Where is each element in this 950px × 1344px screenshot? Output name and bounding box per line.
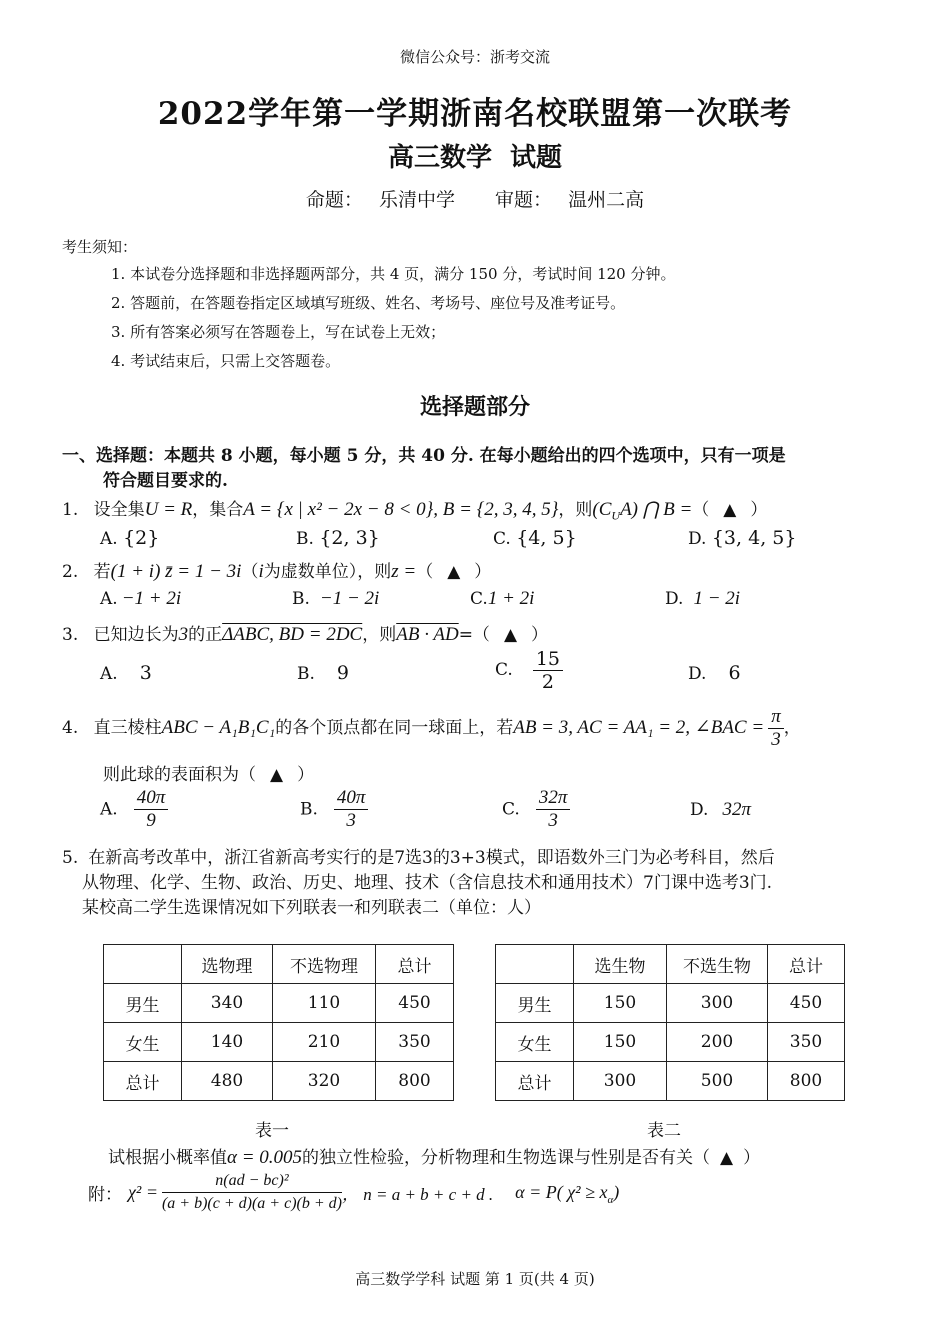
q-text: （ xyxy=(241,562,259,582)
review-label: 审题： xyxy=(495,189,553,211)
table-1-caption: 表一 xyxy=(255,1121,289,1141)
table-cell: 选物理 xyxy=(182,945,273,984)
option-label: C. xyxy=(495,660,513,680)
table-header-row xyxy=(496,945,845,984)
table-cell: 200 xyxy=(667,1023,768,1062)
q-text: =（ xyxy=(458,625,490,645)
fraction-numerator: n(ad − bc)² xyxy=(162,1170,342,1193)
fraction-numerator: π xyxy=(768,706,784,729)
top-note: 微信公众号：浙考交流 xyxy=(399,48,550,66)
table-cell: 450 xyxy=(768,984,845,1023)
q3-option-d[interactable] xyxy=(688,662,741,684)
option-fraction xyxy=(536,787,571,832)
set-label: 命题： xyxy=(305,189,363,211)
table-cell: 总计 xyxy=(376,945,454,984)
fraction-denominator: 9 xyxy=(146,810,156,831)
q-text: 已知边长为 xyxy=(93,625,179,645)
q2-option-b[interactable] xyxy=(292,588,379,610)
fraction-denominator: 3 xyxy=(771,729,781,750)
table-row xyxy=(104,1062,454,1101)
option-value: {3, 4, 5} xyxy=(711,527,797,549)
question-5-test-line xyxy=(108,1143,760,1169)
option-label: A. xyxy=(100,589,118,609)
option-label: C. xyxy=(470,589,488,609)
table-cell: 800 xyxy=(376,1062,454,1101)
q4-option-c[interactable] xyxy=(502,787,570,832)
fraction-numerator: 40π xyxy=(334,787,369,810)
table-cell: 总计 xyxy=(104,1062,182,1101)
q-paren: ） xyxy=(297,765,315,785)
table-cell: 女生 xyxy=(104,1023,182,1062)
table-cell: 男生 xyxy=(104,984,182,1023)
authors-line xyxy=(0,185,950,212)
question-5-line2: 从物理、化学、生物、政治、历史、地理、技术（含信息技术和通用技术）7门课中选考3门. xyxy=(82,873,773,893)
alpha-formula: α = P( χ² ≥ x xyxy=(515,1182,608,1202)
q-math: (1 + i) z̄ = 1 − 3i xyxy=(110,561,242,582)
q-text: 的各个顶点都在同一球面上，若 xyxy=(275,718,514,738)
option-label: A. xyxy=(100,664,118,684)
table-cell: 800 xyxy=(768,1062,845,1101)
q1-option-d[interactable] xyxy=(688,527,796,549)
q-text: 若 xyxy=(93,562,111,582)
set-value: 乐清中学 xyxy=(378,189,455,211)
appendix-formula xyxy=(88,1170,619,1215)
q-number: 3. xyxy=(62,625,79,645)
option-value: 6 xyxy=(728,662,741,684)
review-value: 温州二高 xyxy=(568,189,645,211)
notice-heading: 考生须知： xyxy=(62,238,138,256)
q-math: U = R xyxy=(144,499,193,520)
q-math: A) ⋂ B = xyxy=(620,499,693,520)
q-math: (C xyxy=(592,499,612,520)
option-label: A. xyxy=(100,799,118,820)
contingency-table-1 xyxy=(103,944,454,1101)
q-paren: （ xyxy=(692,500,710,520)
table-cell xyxy=(496,945,574,984)
q3-option-a[interactable] xyxy=(100,662,152,684)
table-cell xyxy=(104,945,182,984)
q-text: ，则 xyxy=(362,625,397,645)
notice-item: 3. 所有答案必须写在答题卷上，写在试卷上无效； xyxy=(111,323,446,341)
pi-over-3 xyxy=(768,706,784,751)
option-label: D. xyxy=(688,664,707,684)
q-text: ， xyxy=(783,718,801,738)
table-row xyxy=(496,1062,845,1101)
contingency-table-2 xyxy=(495,944,845,1101)
q-paren: ） xyxy=(531,625,549,645)
table-cell: 140 xyxy=(182,1023,273,1062)
q-text: ，则 xyxy=(558,500,593,520)
option-label: D. xyxy=(690,800,709,820)
question-3 xyxy=(62,620,548,646)
option-value: 9 xyxy=(336,662,349,684)
option-fraction xyxy=(533,648,563,693)
q1-option-a[interactable] xyxy=(100,527,159,549)
q-number: 1. xyxy=(62,500,79,520)
exam-subtitle: 高三数学 试题 xyxy=(387,143,563,173)
q-text: 设全集 xyxy=(93,500,145,520)
alpha-sub: α xyxy=(607,1194,614,1206)
q4-option-a[interactable] xyxy=(100,787,168,832)
q-math: z = xyxy=(391,561,417,582)
fraction-denominator: (a + b)(c + d)(a + c)(b + d) xyxy=(161,1195,342,1212)
option-value: {2} xyxy=(123,527,160,549)
q-math: AB = 3, AC = AA₁ = 2, ∠BAC = xyxy=(513,717,765,738)
q1-option-c[interactable] xyxy=(493,527,577,549)
option-value: {2, 3} xyxy=(319,527,380,549)
option-label: B. xyxy=(300,799,318,820)
fraction-numerator: 15 xyxy=(533,648,563,671)
table-row xyxy=(104,984,454,1023)
table-cell: 300 xyxy=(574,1062,667,1101)
q-paren: （ xyxy=(416,562,434,582)
q4-option-b[interactable] xyxy=(300,787,368,832)
option-label: B. xyxy=(297,664,315,684)
table-cell: 320 xyxy=(273,1062,376,1101)
option-label: C. xyxy=(502,799,520,820)
q2-option-d[interactable] xyxy=(665,588,740,610)
table-cell: 350 xyxy=(376,1023,454,1062)
question-2 xyxy=(62,557,491,583)
question-4-line2 xyxy=(103,760,314,785)
q-math-sub: U xyxy=(611,508,621,523)
table-cell: 总计 xyxy=(496,1062,574,1101)
q-text: ，集合 xyxy=(192,500,244,520)
option-value: −1 + 2i xyxy=(121,588,182,609)
fraction-denominator: 3 xyxy=(346,810,356,831)
table-cell: 150 xyxy=(574,1023,667,1062)
chi-square-fraction xyxy=(162,1170,342,1215)
answer-marker: ▲ xyxy=(503,625,518,645)
q2-option-c[interactable] xyxy=(470,588,534,610)
q-text: 试根据小概率值 xyxy=(108,1148,227,1168)
table-cell: 300 xyxy=(667,984,768,1023)
q-math: 3 xyxy=(178,624,189,645)
q1-option-b[interactable] xyxy=(296,527,380,549)
question-5-line3: 某校高二学生选课情况如下列联表一和列联表二（单位：人） xyxy=(82,898,541,918)
table-cell: 女生 xyxy=(496,1023,574,1062)
option-label: D. xyxy=(665,589,684,609)
option-value: 3 xyxy=(139,662,152,684)
table-cell: 150 xyxy=(574,984,667,1023)
fraction-numerator: 32π xyxy=(536,787,571,810)
q3-option-b[interactable] xyxy=(297,662,349,684)
q3-option-c[interactable] xyxy=(495,648,563,693)
q-text: 在新高考改革中，浙江省新高考实行的是7选3的3+3模式，即语数外三门为必考科目，然后 xyxy=(88,848,775,868)
table-cell: 男生 xyxy=(496,984,574,1023)
option-label: C. xyxy=(493,529,511,549)
fraction-denominator: 3 xyxy=(548,810,558,831)
q2-option-a[interactable] xyxy=(100,588,181,610)
q-text: 直三棱柱 xyxy=(93,718,162,738)
n-formula: ， n = a + b + c + d . xyxy=(341,1185,494,1204)
table-cell: 210 xyxy=(273,1023,376,1062)
answer-marker: ▲ xyxy=(720,1148,734,1168)
part1-heading: 一、选择题：本题共 8 小题，每小题 5 分，共 40 分. 在每小题给出的四个选项中，只有一项是 xyxy=(62,446,786,466)
q-text: 的正 xyxy=(188,625,223,645)
part1-heading-cont: 符合题目要求的. xyxy=(103,471,228,491)
option-label: A. xyxy=(100,529,118,549)
q-math: ΔABC, BD = 2DC xyxy=(222,624,363,645)
notice-item: 2. 答题前，在答题卷指定区域填写班级、姓名、考场号、座位号及准考证号。 xyxy=(111,294,626,312)
table-cell: 340 xyxy=(182,984,273,1023)
answer-marker: ▲ xyxy=(447,562,461,582)
q-number: 2. xyxy=(62,562,79,582)
fraction-numerator: 40π xyxy=(134,787,169,810)
option-value: {4, 5} xyxy=(516,527,577,549)
table-cell: 480 xyxy=(182,1062,273,1101)
table-header-row xyxy=(104,945,454,984)
table-cell: 总计 xyxy=(768,945,845,984)
q-math: A = {x | x² − 2x − 8 < 0} xyxy=(243,499,434,520)
option-fraction xyxy=(134,787,169,832)
table-row xyxy=(496,984,845,1023)
q-text: 为虚数单位），则 xyxy=(263,562,392,582)
table-cell: 不选物理 xyxy=(273,945,376,984)
q4-option-d[interactable] xyxy=(690,799,751,821)
notice-item: 4. 考试结束后，只需上交答题卷。 xyxy=(111,352,341,370)
option-fraction xyxy=(334,787,369,832)
option-label: D. xyxy=(688,529,707,549)
option-value: −1 − 2i xyxy=(319,588,380,609)
table-cell: 110 xyxy=(273,984,376,1023)
q-text: 则此球的表面积为（ xyxy=(103,765,256,785)
q-math: i xyxy=(258,561,264,582)
q-math: α = 0.005 xyxy=(227,1147,303,1168)
q-math: , B = {2, 3, 4, 5} xyxy=(433,499,559,520)
table-cell: 350 xyxy=(768,1023,845,1062)
question-1 xyxy=(62,495,767,523)
answer-marker: ▲ xyxy=(723,500,737,520)
chi-square-lhs: χ² = xyxy=(128,1182,158,1202)
alpha-close: ) xyxy=(613,1182,620,1202)
table-cell: 选生物 xyxy=(574,945,667,984)
q-paren: ） xyxy=(474,562,492,582)
q-number: 5. xyxy=(62,848,79,868)
option-value: 1 − 2i xyxy=(693,588,741,609)
option-label: B. xyxy=(296,529,314,549)
notice-item: 1. 本试卷分选择题和非选择题两部分，共 4 页，满分 150 分，考试时间 120 分钟。 xyxy=(111,265,676,283)
table-2-caption: 表二 xyxy=(647,1121,681,1141)
option-value: 1 + 2i xyxy=(487,588,535,609)
q-text: 的独立性检验，分析物理和生物选课与性别是否有关（ xyxy=(302,1148,711,1168)
option-label: B. xyxy=(292,589,310,609)
exam-title: 2022学年第一学期浙南名校联盟第一次联考 xyxy=(157,96,793,132)
fraction-denominator: 2 xyxy=(541,671,554,693)
page-footer: 高三数学学科 试题 第 1 页(共 4 页) xyxy=(355,1270,595,1288)
q-math: ABC − A₁B₁C₁ xyxy=(161,717,276,738)
table-cell: 500 xyxy=(667,1062,768,1101)
question-4 xyxy=(62,706,801,751)
option-value: 32π xyxy=(722,799,751,820)
table-cell: 不选生物 xyxy=(667,945,768,984)
table-row xyxy=(496,1023,845,1062)
appendix-label: 附： xyxy=(88,1185,122,1205)
question-5 xyxy=(62,843,775,868)
table-row xyxy=(104,1023,454,1062)
q-paren: ） xyxy=(743,1148,761,1168)
answer-marker: ▲ xyxy=(270,765,284,785)
q-paren: ） xyxy=(750,500,768,520)
q-math: AB · AD xyxy=(396,624,459,645)
table-cell: 450 xyxy=(376,984,454,1023)
section-title: 选择题部分 xyxy=(419,394,530,420)
q-number: 4. xyxy=(62,718,79,738)
